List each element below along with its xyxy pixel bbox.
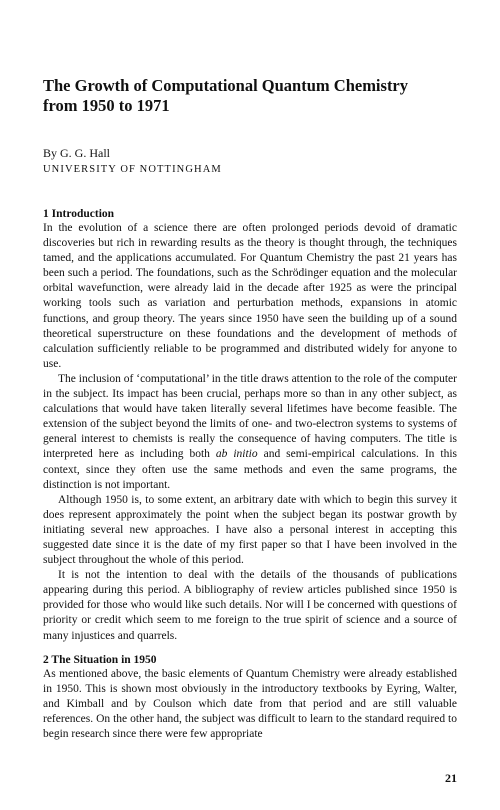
section-body-situation-1950 bbox=[43, 667, 457, 742]
paragraph: In the evolution of a science there are often prolonged periods devoid of dramatic discoveries but rich in rewarding results as the theory is thought through, the techniques tamed, and the applications accumulated. For Quantum Chemistry the past 21 years has been such a period. The foundations, such as the Schrödinger equation and the molecular orbital wavefunction, were already laid in the decade after 1925 as were the principal working tools such as variation and perturbation methods, expansions in atomic functions, and group theory. The years since 1950 have seen the building up of a sound theoretical superstructure on these foundations and the development of methods of calculation sufficiently reliable to be programmed and distributed widely for anyone to use. bbox=[43, 222, 457, 370]
article-title bbox=[43, 76, 443, 116]
paragraph bbox=[43, 372, 457, 493]
page-number: 21 bbox=[445, 771, 457, 785]
section-heading-situation-1950: 2 The Situation in 1950 bbox=[43, 654, 157, 666]
italic-term: ab initio bbox=[215, 448, 258, 461]
paragraph-text: and semi-empirical calculations. In this context, since they often use the same methods and even the same programs, the distinction is not important. bbox=[43, 448, 458, 491]
title-line-1: The Growth of Computational Quantum Chemistry bbox=[43, 76, 409, 95]
author-byline: By G. G. Hall bbox=[43, 146, 110, 160]
author-affiliation: UNIVERSITY OF NOTTINGHAM bbox=[43, 164, 222, 175]
paragraph: As mentioned above, the basic elements of Quantum Chemistry were already established in 1950. This is shown most obviously in the introductory textbooks by Eyring, Walter, and Kimball and by Coulson which date from that period and are still valuable references. On the other hand, the subject was difficult to learn to the standard required to begin research since there were few appropriate bbox=[43, 668, 457, 741]
paragraph: It is not the intention to deal with the details of the thousands of publications appearing during this period. A bibliography of review articles published since 1950 is provided for those who would like such details. Nor will I be concerned with questions of priority or credit which seem to me foreign to the true spirit of science and a source of many injustices and quarrels. bbox=[43, 569, 457, 642]
paragraph: Although 1950 is, to some extent, an arbitrary date with which to begin this survey it does represent approximately the point when the subject began its postwar growth by initiating several new approaches. I have also a personal interest in accepting this suggested date since it is the date of my first paper so that I have been involved in the subject throughout the whole of this period. bbox=[43, 493, 457, 567]
title-line-2: from 1950 to 1971 bbox=[43, 96, 170, 115]
section-heading-introduction: 1 Introduction bbox=[43, 208, 115, 220]
section-body-introduction bbox=[43, 221, 457, 644]
paragraph-text: The inclusion of ‘computational’ in the title draws attention to the role of the computer in the subject. Its impact has been crucial, perhaps more so than in any other subject, as calculations that would have taken literally several lifetimes have become feasible. The extension of the subject beyond the limits of one- and two-electron systems to systems of general interest to chemists is really the consequence of having computers. The title is interpreted here as including both bbox=[43, 372, 457, 461]
